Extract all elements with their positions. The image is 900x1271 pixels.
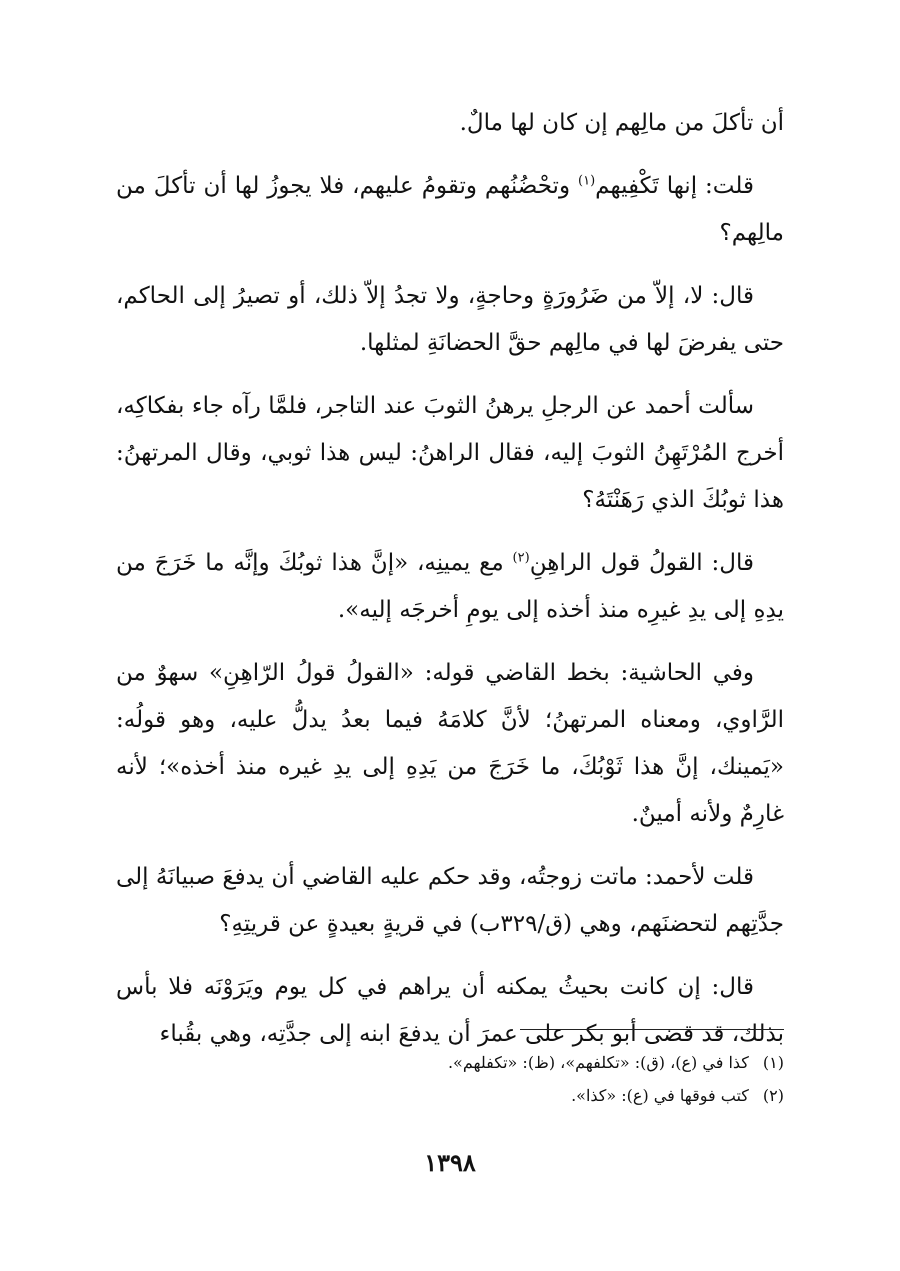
- footnote-2-number: (٢): [762, 1086, 784, 1105]
- main-text: [116, 100, 784, 1074]
- paragraph-2-end: وتحْضُنُهم وتقومُ عليهم، فلا يجوزُ لها أن تأكلَ من مالِهم؟: [116, 173, 784, 246]
- footnote-2-text: كتب فوقها في (ع): «كذا».: [571, 1086, 749, 1105]
- footnotes: [116, 1046, 784, 1112]
- paragraph-2: [116, 163, 784, 257]
- footnote-1-number: (١): [762, 1053, 784, 1072]
- footnote-divider: [520, 1029, 784, 1030]
- footnote-ref-2: (٢): [512, 550, 530, 566]
- page-number: ١٣٩٨: [424, 1148, 476, 1177]
- footnote-ref-1: (١): [578, 173, 596, 189]
- paragraph-5-end: مع يمينِه، «إنَّ هذا ثوبُكَ وإنَّه ما خَرَجَ من يدِهِ إلى يدِ غيرِه منذ أخذه إلى يومِ أخرجَه إليه».: [116, 550, 784, 623]
- paragraph-2-start: قلت: إنها تَكْفِيهم: [595, 173, 754, 199]
- paragraph-5: [116, 540, 784, 634]
- paragraph-1: أن تأكلَ من مالِهم إن كان لها مالٌ.: [459, 110, 784, 136]
- footnote-1: [116, 1046, 784, 1079]
- footnote-1-text: كذا في (ع)، (ق): «تكلفهم»، (ظ): «تكفلهم».: [447, 1053, 749, 1072]
- paragraph-7: قلت لأحمد: ماتت زوجتُه، وقد حكم عليه القاضي أن يدفعَ صبيانَهُ إلى جدَّتِهم لتحضنَهم، وهي (ق/٣٢٩ب) في قريةٍ بعيدةٍ عن قريتِهِ؟: [116, 864, 784, 937]
- paragraph-8: قال: إن كانت بحيثُ يمكنه أن يراهم في كل يوم ويَرَوْنَه فلا بأس بذلك، قد قضى أبو بكر على عمرَ أن يدفعَ ابنه إلى جدَّتِه، وهي بقُباء: [116, 974, 784, 1047]
- footnote-2: [116, 1079, 784, 1112]
- paragraph-5-start: قال: القولُ قول الراهِنِ: [529, 550, 754, 576]
- paragraph-6: وفي الحاشية: بخط القاضي قوله: «القولُ قولُ الرّاهِنِ» سهوٌ من الرَّاوي، ومعناه المرتهنُ؛ لأنَّ كلامَهُ فيما بعدُ يدلُّ عليه، وهو قولُه: «يَمينك، إنَّ هذا ثَوْبُكَ، ما خَرَجَ من يَدِهِ إلى يدِ غيره منذ أخذه»؛ لأنه غارِمٌ ولأنه أمينٌ.: [116, 660, 784, 827]
- paragraph-4: سألت أحمد عن الرجلِ يرهنُ الثوبَ عند التاجر، فلمَّا رآه جاء بفكاكِه، أخرج المُرْتَهِنُ الثوبَ إليه، فقال الراهنُ: ليس هذا ثوبي، وقال المرتهنُ: هذا ثوبُكَ الذي رَهَنْتَهُ؟: [116, 393, 784, 513]
- paragraph-3: قال: لا، إلاّ من ضَرُورَةٍ وحاجةٍ، ولا تجدُ إلاّ ذلك، أو تصيرُ إلى الحاكم، حتى يفرضَ لها في مالِهم حقَّ الحضانَةِ لمثلها.: [116, 283, 784, 356]
